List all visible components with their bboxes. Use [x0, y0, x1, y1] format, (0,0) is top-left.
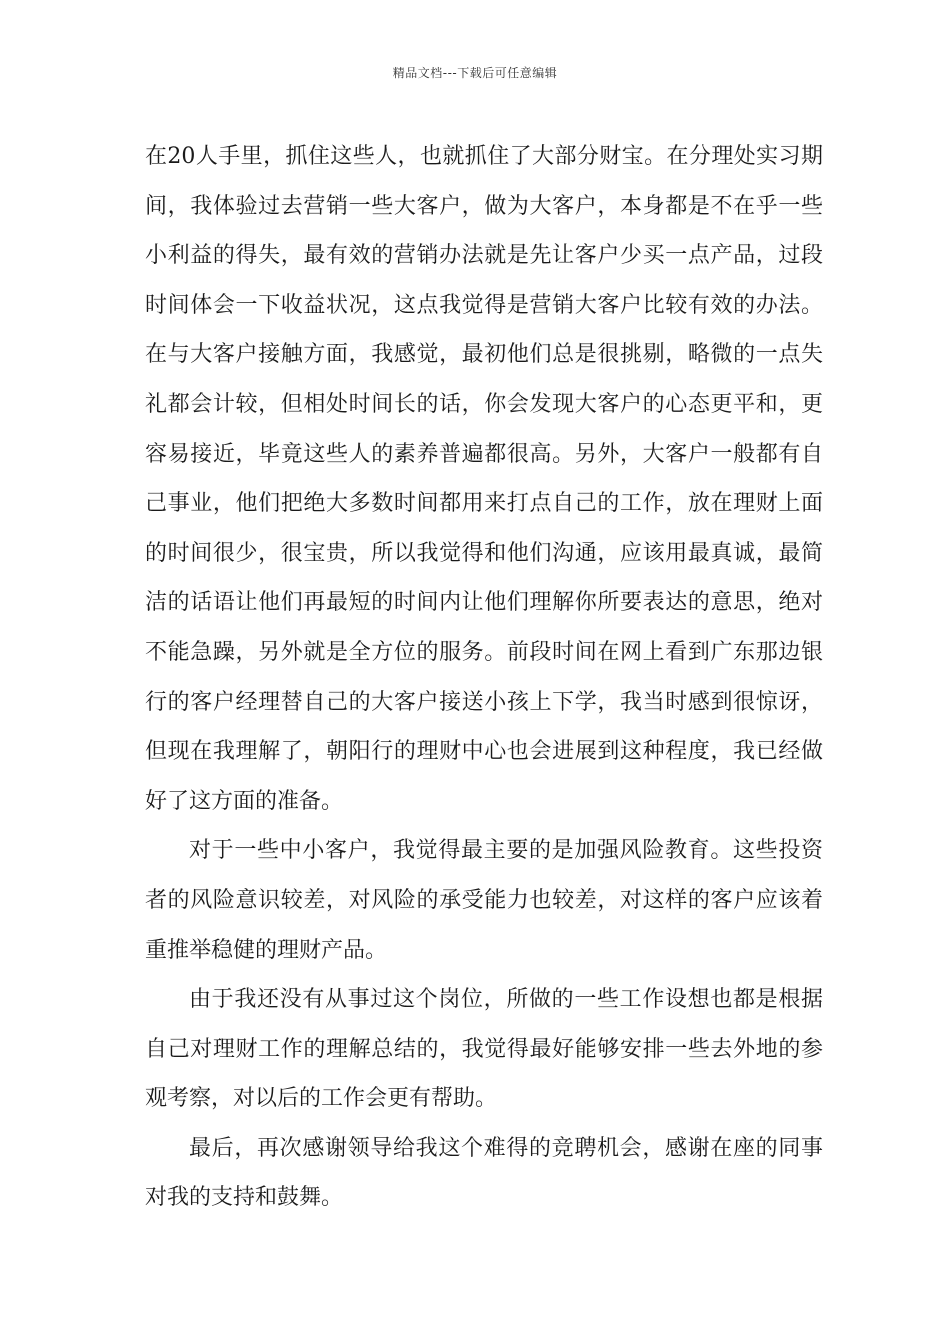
paragraph-closing: 最后，再次感谢领导给我这个难得的竞聘机会，感谢在座的同事对我的支持和鼓舞。: [145, 1135, 823, 1211]
document-body: [145, 132, 823, 1223]
page-header: 精品文档---下载后可任意编辑: [392, 66, 558, 80]
paragraph-work-plan: 由于我还没有从事过这个岗位，所做的一些工作设想也都是根据自己对理财工作的理解总结的，我觉得最好能够安排一些去外地的参观考察，对以后的工作会更有帮助。: [145, 987, 823, 1112]
paragraph-continued: 在20人手里，抓住这些人，也就抓住了大部分财宝。在分理处实习期间，我体验过去营销一些大客户，做为大客户，本身都是不在乎一些小利益的得失，最有效的营销办法就是先让客户少买一点产品，过段时间体会一下收益状况，这点我觉得是营销大客户比较有效的办法。在与大客户接触方面，我感觉，最初他们总是很挑剔，略微的一点失礼都会计较，但相处时间长的话，你会发现大客户的心态更平和，更容易接近，毕竟这些人的素养普遍都很高。另外，大客户一般都有自己事业，他们把绝大多数时间都用来打点自己的工作，放在理财上面的时间很少，很宝贵，所以我觉得和他们沟通，应该用最真诚，最简洁的话语让他们再最短的时间内让他们理解你所要表达的意思，绝对不能急躁，另外就是全方位的服务。前段时间在网上看到广东那边银行的客户经理替自己的大客户接送小孩上下学，我当时感到很惊讶，但现在我理解了，朝阳行的理财中心也会进展到这种程度，我已经做好了这方面的准备。: [145, 144, 823, 814]
paragraph-small-clients: 对于一些中小客户，我觉得最主要的是加强风险教育。这些投资者的风险意识较差，对风险的承受能力也较差，对这样的客户应该着重推举稳健的理财产品。: [145, 838, 823, 963]
